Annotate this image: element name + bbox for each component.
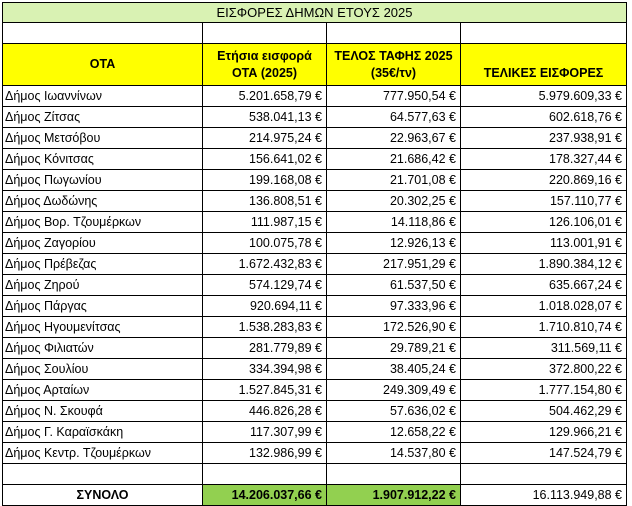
header-burial[interactable] <box>327 44 461 86</box>
annual-contribution-cell[interactable]: 156.641,02 € <box>203 149 327 170</box>
final-contribution-cell[interactable]: 129.966,21 € <box>461 422 627 443</box>
empty-cell[interactable] <box>327 23 461 44</box>
final-contribution-cell[interactable]: 1.710.810,74 € <box>461 317 627 338</box>
burial-fee-cell[interactable]: 14.537,80 € <box>327 443 461 464</box>
final-contribution-cell[interactable]: 178.327,44 € <box>461 149 627 170</box>
annual-contribution-cell[interactable]: 111.987,15 € <box>203 212 327 233</box>
municipality-cell[interactable]: Δήμος Πάργας <box>3 296 203 317</box>
table-row <box>3 275 627 296</box>
header-final-label: ΤΕΛΙΚΕΣ ΕΙΣΦΟΡΕΣ <box>483 66 604 80</box>
annual-contribution-cell[interactable]: 5.201.658,79 € <box>203 86 327 107</box>
municipality-cell[interactable]: Δήμος Δωδώνης <box>3 191 203 212</box>
burial-fee-cell[interactable]: 249.309,49 € <box>327 380 461 401</box>
municipality-cell[interactable]: Δήμος Βορ. Τζουμέρκων <box>3 212 203 233</box>
municipality-cell[interactable]: Δήμος Γ. Καραϊσκάκη <box>3 422 203 443</box>
title-row <box>3 3 627 23</box>
final-contribution-cell[interactable]: 126.106,01 € <box>461 212 627 233</box>
header-ota-label: ΟΤΑ <box>89 57 116 71</box>
table-title[interactable]: ΕΙΣΦΟΡΕΣ ΔΗΜΩΝ ΕΤΟΥΣ 2025 <box>3 3 627 23</box>
total-row <box>3 485 627 506</box>
final-contribution-cell[interactable]: 113.001,91 € <box>461 233 627 254</box>
empty-cell[interactable] <box>461 464 627 485</box>
burial-fee-cell[interactable]: 97.333,96 € <box>327 296 461 317</box>
final-contribution-cell[interactable]: 1.018.028,07 € <box>461 296 627 317</box>
municipality-cell[interactable]: Δήμος Ζαγορίου <box>3 233 203 254</box>
municipality-cell[interactable]: Δήμος Αρταίων <box>3 380 203 401</box>
contributions-table <box>2 2 627 506</box>
empty-cell[interactable] <box>461 23 627 44</box>
spreadsheet <box>2 2 627 506</box>
burial-fee-cell[interactable]: 20.302,25 € <box>327 191 461 212</box>
empty-row <box>3 464 627 485</box>
empty-cell[interactable] <box>327 464 461 485</box>
annual-contribution-cell[interactable]: 1.672.432,83 € <box>203 254 327 275</box>
burial-fee-cell[interactable]: 172.526,90 € <box>327 317 461 338</box>
annual-contribution-cell[interactable]: 538.041,13 € <box>203 107 327 128</box>
burial-fee-cell[interactable]: 21.686,42 € <box>327 149 461 170</box>
burial-fee-cell[interactable]: 38.405,24 € <box>327 359 461 380</box>
municipality-cell[interactable]: Δήμος Μετσόβου <box>3 128 203 149</box>
header-ota[interactable] <box>3 44 203 86</box>
table-row <box>3 233 627 254</box>
burial-fee-cell[interactable]: 21.701,08 € <box>327 170 461 191</box>
table-row <box>3 149 627 170</box>
total-final[interactable]: 16.113.949,88 € <box>461 485 627 506</box>
table-row <box>3 212 627 233</box>
municipality-cell[interactable]: Δήμος Κόνιτσας <box>3 149 203 170</box>
annual-contribution-cell[interactable]: 446.826,28 € <box>203 401 327 422</box>
table-row <box>3 191 627 212</box>
burial-fee-cell[interactable]: 64.577,63 € <box>327 107 461 128</box>
table-row <box>3 170 627 191</box>
table-row <box>3 401 627 422</box>
final-contribution-cell[interactable]: 220.869,16 € <box>461 170 627 191</box>
burial-fee-cell[interactable]: 12.926,13 € <box>327 233 461 254</box>
table-row <box>3 128 627 149</box>
header-row <box>3 44 627 86</box>
annual-contribution-cell[interactable]: 100.075,78 € <box>203 233 327 254</box>
table-row <box>3 296 627 317</box>
annual-contribution-cell[interactable]: 214.975,24 € <box>203 128 327 149</box>
table-row <box>3 107 627 128</box>
annual-contribution-cell[interactable]: 199.168,08 € <box>203 170 327 191</box>
annual-contribution-cell[interactable]: 1.538.283,83 € <box>203 317 327 338</box>
municipality-cell[interactable]: Δήμος Πρέβεζας <box>3 254 203 275</box>
municipality-cell[interactable]: Δήμος Σουλίου <box>3 359 203 380</box>
header-annual[interactable] <box>203 44 327 86</box>
final-contribution-cell[interactable]: 372.800,22 € <box>461 359 627 380</box>
final-contribution-cell[interactable]: 1.890.384,12 € <box>461 254 627 275</box>
burial-fee-cell[interactable]: 14.118,86 € <box>327 212 461 233</box>
empty-cell[interactable] <box>203 464 327 485</box>
table-row <box>3 338 627 359</box>
table-row <box>3 359 627 380</box>
empty-cell[interactable] <box>3 23 203 44</box>
annual-contribution-cell[interactable]: 281.779,89 € <box>203 338 327 359</box>
municipality-cell[interactable]: Δήμος Φιλιατών <box>3 338 203 359</box>
final-contribution-cell[interactable]: 237.938,91 € <box>461 128 627 149</box>
municipality-cell[interactable]: Δήμος Ζηρού <box>3 275 203 296</box>
final-contribution-cell[interactable]: 504.462,29 € <box>461 401 627 422</box>
empty-row <box>3 23 627 44</box>
final-contribution-cell[interactable]: 635.667,24 € <box>461 275 627 296</box>
total-burial[interactable]: 1.907.912,22 € <box>327 485 461 506</box>
final-contribution-cell[interactable]: 602.618,76 € <box>461 107 627 128</box>
header-burial-line2: (35€/τν) <box>370 65 417 80</box>
table-row <box>3 86 627 107</box>
empty-cell[interactable] <box>203 23 327 44</box>
burial-fee-cell[interactable]: 29.789,21 € <box>327 338 461 359</box>
table-row <box>3 443 627 464</box>
final-contribution-cell[interactable]: 1.777.154,80 € <box>461 380 627 401</box>
annual-contribution-cell[interactable]: 920.694,11 € <box>203 296 327 317</box>
total-annual[interactable]: 14.206.037,66 € <box>203 485 327 506</box>
final-contribution-cell[interactable]: 311.569,11 € <box>461 338 627 359</box>
municipality-cell[interactable]: Δήμος Πωγωνίου <box>3 170 203 191</box>
final-contribution-cell[interactable]: 147.524,79 € <box>461 443 627 464</box>
municipality-cell[interactable]: Δήμος Ιωαννίνων <box>3 86 203 107</box>
burial-fee-cell[interactable]: 217.951,29 € <box>327 254 461 275</box>
municipality-cell[interactable]: Δήμος Ν. Σκουφά <box>3 401 203 422</box>
municipality-cell[interactable]: Δήμος Κεντρ. Τζουμέρκων <box>3 443 203 464</box>
annual-contribution-cell[interactable]: 574.129,74 € <box>203 275 327 296</box>
empty-cell[interactable] <box>3 464 203 485</box>
header-final[interactable] <box>461 44 627 86</box>
total-label[interactable]: ΣΥΝΟΛΟ <box>3 485 203 506</box>
annual-contribution-cell[interactable]: 334.394,98 € <box>203 359 327 380</box>
annual-contribution-cell[interactable]: 117.307,99 € <box>203 422 327 443</box>
municipality-cell[interactable]: Δήμος Ηγουμενίτσας <box>3 317 203 338</box>
table-row <box>3 254 627 275</box>
table-row <box>3 380 627 401</box>
table-row <box>3 317 627 338</box>
final-contribution-cell[interactable]: 157.110,77 € <box>461 191 627 212</box>
burial-fee-cell[interactable]: 12.658,22 € <box>327 422 461 443</box>
annual-contribution-cell[interactable]: 1.527.845,31 € <box>203 380 327 401</box>
burial-fee-cell[interactable]: 22.963,67 € <box>327 128 461 149</box>
annual-contribution-cell[interactable]: 136.808,51 € <box>203 191 327 212</box>
annual-contribution-cell[interactable]: 132.986,99 € <box>203 443 327 464</box>
final-contribution-cell[interactable]: 5.979.609,33 € <box>461 86 627 107</box>
header-annual-line1: Ετήσια εισφορά <box>217 48 312 63</box>
burial-fee-cell[interactable]: 777.950,54 € <box>327 86 461 107</box>
header-annual-line2: ΟΤΑ (2025) <box>231 65 298 80</box>
burial-fee-cell[interactable]: 57.636,02 € <box>327 401 461 422</box>
burial-fee-cell[interactable]: 61.537,50 € <box>327 275 461 296</box>
municipality-cell[interactable]: Δήμος Ζίτσας <box>3 107 203 128</box>
header-burial-line1: ΤΕΛΟΣ ΤΑΦΗΣ 2025 <box>334 48 453 63</box>
table-row <box>3 422 627 443</box>
